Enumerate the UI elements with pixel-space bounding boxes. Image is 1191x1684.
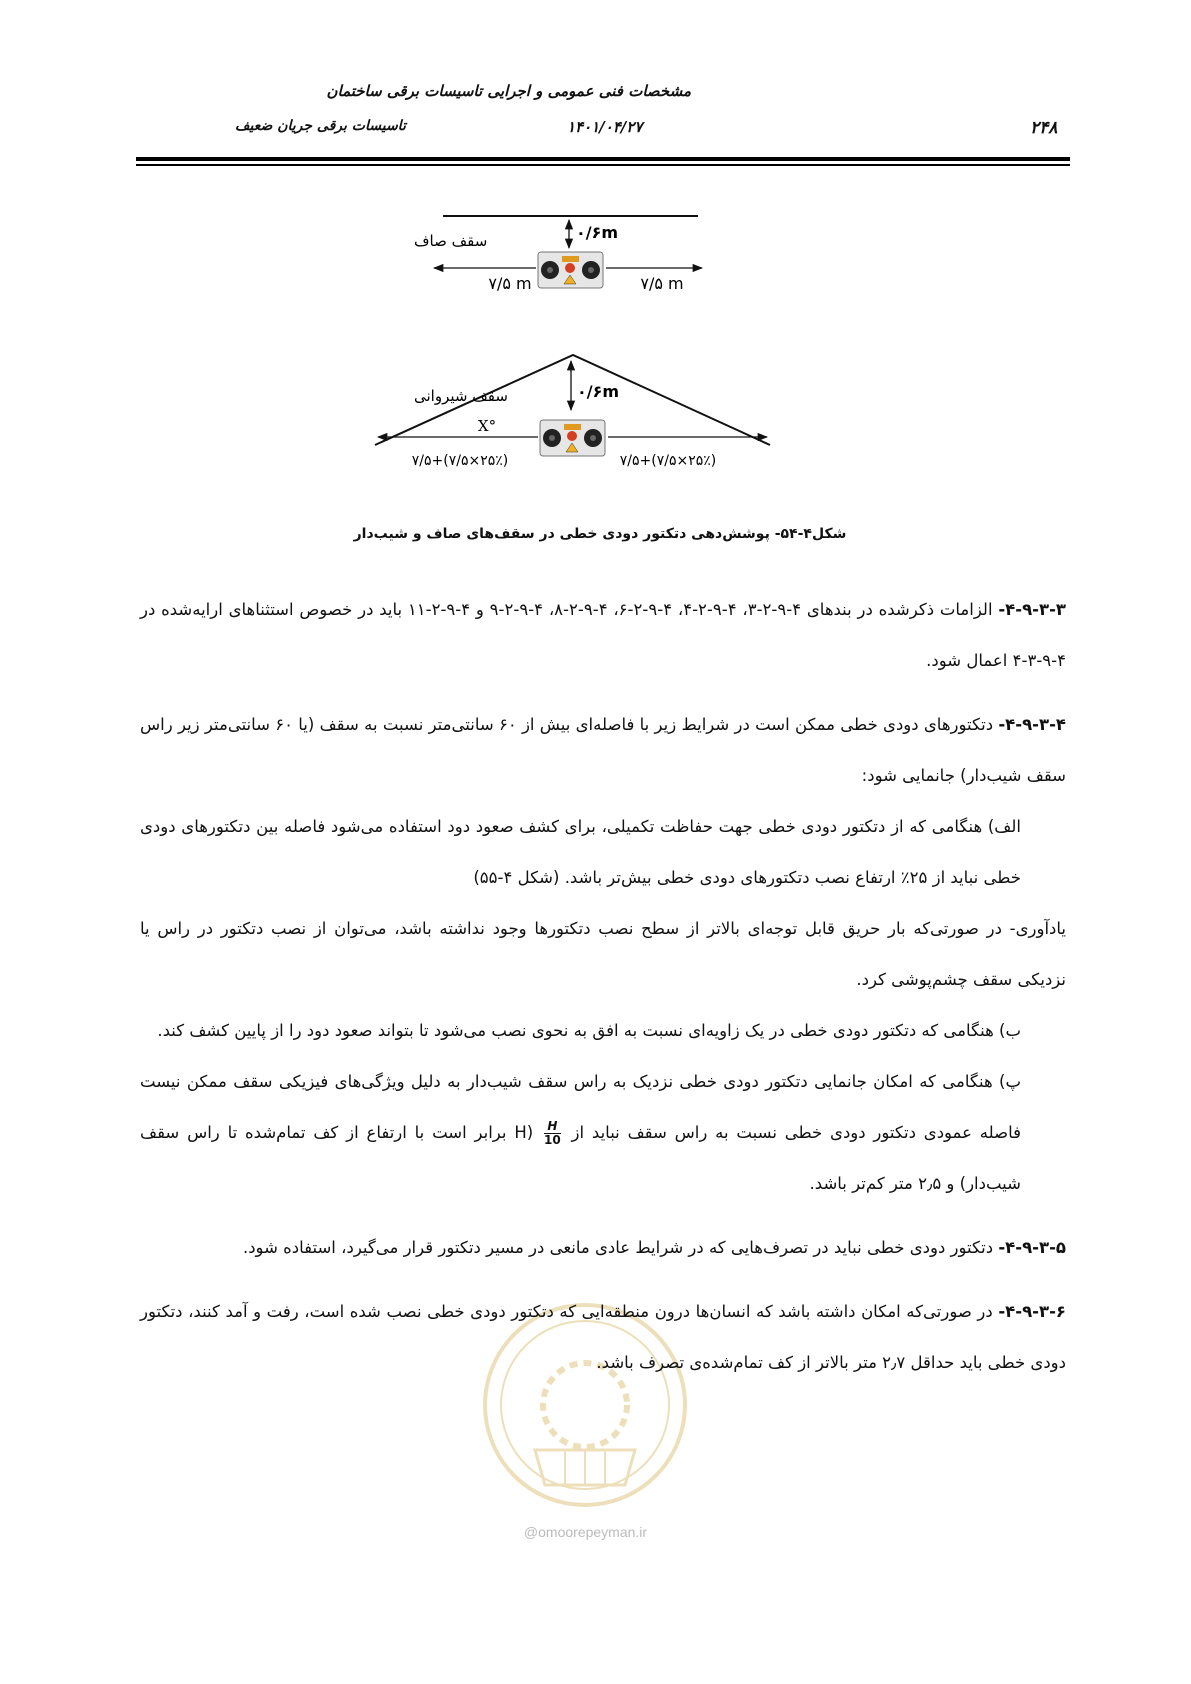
- clause-text: الزامات ذکرشده در بندهای ۴-۹-۲-۳، ۴-۹-۲-۴، ۴-۹-۲-۶، ۴-۹-۲-۸، ۴-۹-۲-۹ و ۴-۹-۲-۱۱ باید در خصوص استثناهای ارایه‌شده در ۴-۹-۳-۴ اعمال شود.: [140, 600, 1066, 670]
- clause-number: ۴-۹-۳-۶-: [998, 1302, 1066, 1321]
- clause-number: ۴-۹-۳-۳-: [998, 600, 1066, 619]
- sloped-ceiling-label: سقف شیروانی: [414, 387, 508, 405]
- sloped-right-dim: ۷/۵+(۷/۵×۲۵٪): [619, 453, 717, 469]
- watermark-site: @omoorepeyman.ir: [523, 1524, 648, 1540]
- item-pe-text-end: (H برابر است با ارتفاع از کف تمام‌شده تا راس سقف شیب‌دار) و ۲٫۵ متر کم‌تر باشد.: [140, 1123, 1021, 1193]
- header-rule-thin: [136, 164, 1070, 166]
- header-rule-thick: [136, 157, 1070, 161]
- clause-number: ۴-۹-۳-۵-: [998, 1238, 1066, 1257]
- sloped-left-dim: ۷/۵+(۷/۵×۲۵٪): [411, 453, 509, 469]
- chapter-title: تاسیسات برقی جریان ضعیف: [235, 118, 406, 134]
- flat-right-dim: ۷/۵ m: [640, 274, 684, 293]
- flat-detector-icon: [538, 252, 603, 288]
- figure-caption: شکل۴-۵۴- پوشش‌دهی دتکتور دودی خطی در سقف‌های صاف و شیب‌دار: [353, 526, 847, 542]
- note: یادآوری- در صورتی‌که بار حریق قابل توجه‌ای بالاتر از سطح نصب دتکتورها وجود نداشته باشد، می‌توان از نصب دتکتور در راس یا نزدیکی سقف چشم‌پوشی کرد.: [140, 919, 1066, 989]
- clause-text: در صورتی‌که امکان داشته باشد که انسان‌ها درون منطقه‌ایی که دتکتور دودی خطی نصب شده است، رفت و آمد کنند، دتکتور دودی خطی باید حداقل ۲٫۷ متر بالاتر از کف تمام‌شده‌ی تصرف باشد.: [140, 1302, 1066, 1372]
- clause-4-9-3-5: [140, 1222, 1066, 1273]
- fraction-numerator: H: [544, 1120, 561, 1134]
- clause-text: دتکتورهای دودی خطی ممکن است در شرایط زیر با فاصله‌ای بیش از ۶۰ سانتی‌متر نسبت به سقف (یا ۶۰ سانتی‌متر زیر راس سقف شیب‌دار) جانمایی شود:: [140, 715, 1066, 785]
- item-pe: [140, 1056, 1066, 1209]
- item-pe-text-start: پ) هنگامی که امکان جانمایی دتکتور دودی خطی نزدیک به راس سقف شیب‌دار به دلیل ویژگی‌های فیزیکی سقف ممکن نیست فاصله عمودی دتکتور دودی خطی نسبت به راس سقف نباید از: [140, 1072, 1021, 1142]
- fraction-denominator: 10: [544, 1133, 561, 1147]
- sloped-vertical-dim: ۰/۶m: [577, 382, 620, 401]
- clause-text: دتکتور دودی خطی نباید در تصرف‌هایی که در شرایط عادی مانعی در مسیر دتکتور قرار می‌گیرد، استفاده شود.: [242, 1238, 999, 1257]
- detector-coverage-figure: [330, 215, 870, 515]
- clause-4-9-3-3: [140, 584, 1066, 686]
- sloped-detector-icon: [540, 420, 605, 456]
- clause-4-9-3-6: [140, 1286, 1066, 1388]
- clause-4-9-3-4: [140, 699, 1066, 801]
- h-over-10-fraction: [544, 1120, 561, 1147]
- document-title: مشخصات فنی عمومی و اجرایی تاسیسات برقی ساختمان: [326, 82, 691, 100]
- flat-vertical-dim: ۰/۶m: [576, 223, 619, 242]
- flat-ceiling-label: سقف صاف: [414, 232, 488, 250]
- item-alef: الف) هنگامی که از دتکتور دودی خطی جهت حفاظت تکمیلی، برای کشف صعود دود استفاده می‌شود فاصله بین دتکتورهای دودی خطی نباید از ۲۵٪ ارتفاع نصب دتکتورهای دودی خطی بیش‌تر باشد. (شکل ۴-۵۵): [140, 817, 1021, 887]
- slope-angle-label: X°: [477, 417, 497, 435]
- flat-left-dim: ۷/۵ m: [488, 274, 532, 293]
- document-date: ۱۴۰۱/۰۴/۲۷: [567, 118, 643, 136]
- clause-number: ۴-۹-۳-۴-: [998, 715, 1066, 734]
- item-be: ب) هنگامی که دتکتور دودی خطی در یک زاویه‌ای نسبت به افق به نحوی نصب می‌شود تا بتواند صعود دود را از پایین کشف کند.: [157, 1021, 1021, 1040]
- body-text: [140, 584, 1066, 1388]
- page-number: ۲۴۸: [1030, 118, 1058, 138]
